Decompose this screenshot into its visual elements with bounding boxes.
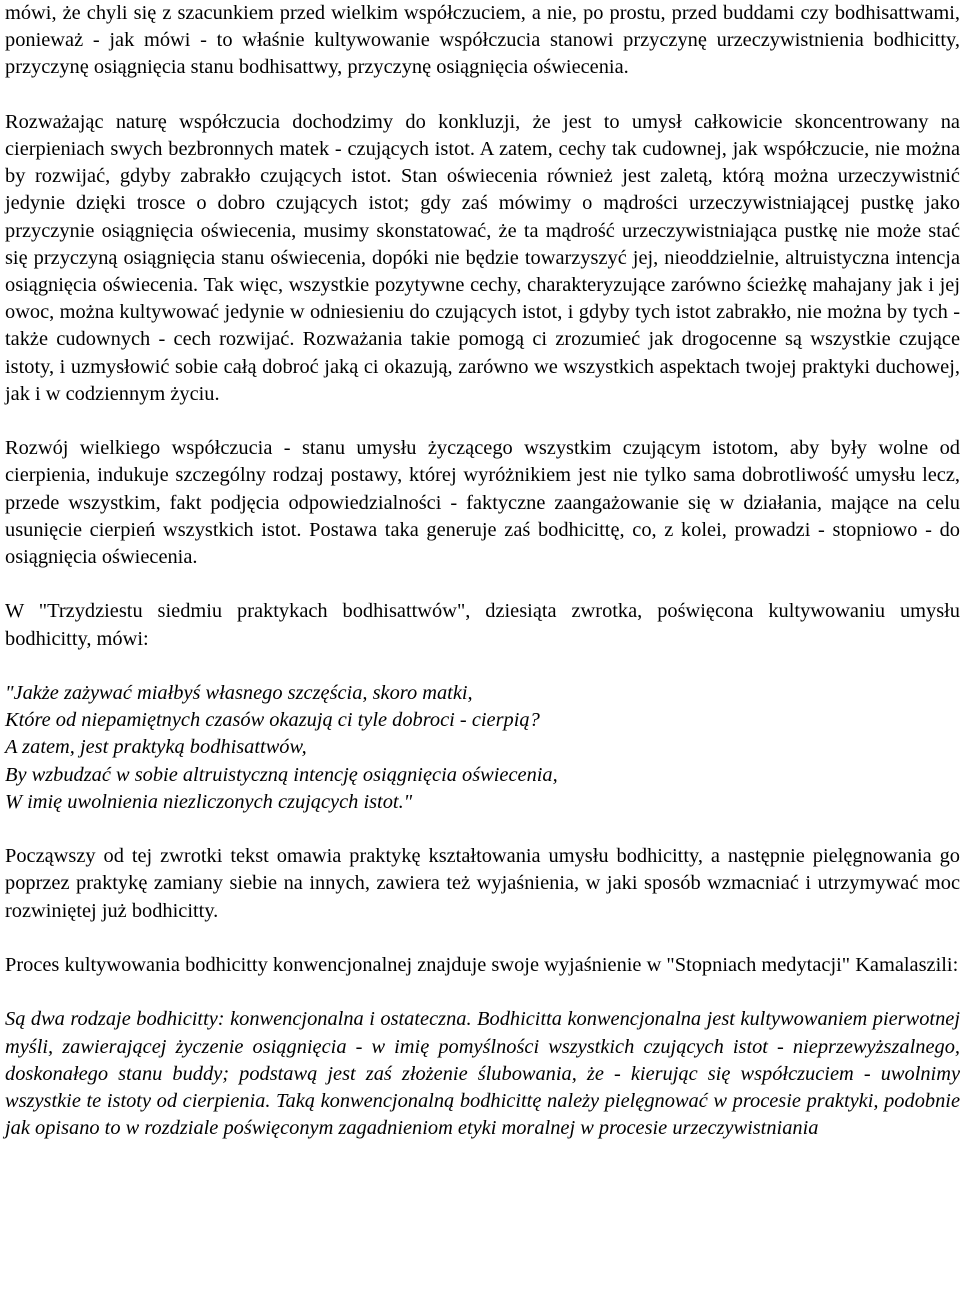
paragraph-2: Rozważając naturę współczucia dochodzimy do konkluzji, że jest to umysł całkowicie skoncentrowany na cierpieniach swych bezbronnych matek - czujących istot. A zatem, cechy tak cudownej, jak współczucie, nie można by rozwijać, gdyby zabrakło czujących istot. Stan oświecenia również jest zaletą, którą można urzeczywistnić jedynie dzięki trosce o dobro czujących istot; gdy zaś mówimy o mądrości urzeczywistniającej pustkę jako przyczynie osiągnięcia oświecenia, musimy skonstatować, że ta mądrość urzeczywistniająca pustkę nie może stać się przyczyną osiągnięcia stanu oświecenia, dopóki nie będzie towarzyszyć jej, nieoddzielnie, altruistyczna intencja osiągnięcia oświecenia. Tak więc, wszystkie pozytywne cechy, charakteryzujące zarówno ścieżkę mahajany jak i jej owoc, można kultywować jedynie w odniesieniu do czujących istot, i gdyby tych istot zabrakło, nie można by tych - także cudownych - cech rozwijać. Rozważania takie pomogą ci zrozumieć jak drogocenne są wszystkie czujące istoty, i uzmysłowić sobie całą dobroć jaką ci okazują, zarówno we wszystkich aspektach twojej praktyki duchowej, jak i w codziennym życiu.: [5, 110, 960, 405]
document-page: [5, 0, 960, 1142]
paragraph-gap: [5, 408, 960, 435]
verse-line-4: By wzbudzać w sobie altruistyczną intencję osiągnięcia oświecenia,: [5, 763, 558, 786]
paragraph-gap: [5, 653, 960, 680]
verse-line-3: A zatem, jest praktyką bodhisattwów,: [5, 736, 307, 759]
paragraph-5: Począwszy od tej zwrotki tekst omawia praktykę kształtowania umysłu bodhicitty, a następnie pielęgnowania go poprzez praktykę zamiany siebie na innych, zawiera też wyjaśnienia, w jaki sposób wzmacniać i utrzymywać moc rozwiniętej już bodhicitty.: [5, 845, 960, 922]
paragraph-gap: [5, 925, 960, 952]
paragraph-3: Rozwój wielkiego współczucia - stanu umysłu życzącego wszystkim czującym istotom, aby były wolne od cierpienia, indukuje szczególny rodzaj postawy, której wyróżnikiem jest nie tylko sama dobrotliwość umysłu lecz, przede wszystkim, fakt podjęcia odpowiedzialności - faktyczne zaangażowanie się w działania, mające na celu usunięcie cierpień wszystkich istot. Postawa taka generuje zaś bodhicittę, co, z kolei, prowadzi - stopniowo - do osiągnięcia oświecenia.: [5, 437, 960, 569]
italic-quote-paragraph: Są dwa rodzaje bodhicitty: konwencjonalna i ostateczna. Bodhicitta konwencjonalna jest kultywowaniem pierwotnej myśli, zawierającej życzenie osiągnięcia - w imię pomyślności wszystkich czujących istot - nieprzewyższalnego, doskonałego stanu buddy; podstawą jest zaś złożenie ślubowania, że - kierując się współczuciem - uwolnimy wszystkie te istoty od cierpienia. Taką konwencjonalną bodhicittę należy pielęgnować w procesie praktyki, podobnie jak opisano to w rozdziale poświęconym zagadnieniom etyki moralnej w procesie urzeczywistniania: [5, 1008, 960, 1140]
paragraph-gap: [5, 571, 960, 598]
paragraph-gap: [5, 82, 960, 109]
verse-line-2: Które od niepamiętnych czasów okazują ci tyle dobroci - cierpią?: [5, 709, 540, 732]
verse-line-5: W imię uwolnienia niezliczonych czujących istot.": [5, 790, 413, 813]
paragraph-6: Proces kultywowania bodhicitty konwencjonalnej znajduje swoje wyjaśnienie w "Stopniach medytacji" Kamalaszili:: [5, 954, 959, 977]
paragraph-gap: [5, 979, 960, 1006]
paragraph-1: mówi, że chyli się z szacunkiem przed wielkim współczuciem, a nie, po prostu, przed buddami czy bodhisattwami, ponieważ - jak mówi - to właśnie kultywowanie współczucia stanowi przyczynę urzeczywistnienia bodhicitty, przyczynę osiągnięcia stanu bodhisattwy, przyczynę osiągnięcia oświecenia.: [5, 2, 960, 79]
verse-quote: [5, 680, 960, 816]
paragraph-gap: [5, 816, 960, 843]
verse-line-1: "Jakże zażywać miałbyś własnego szczęścia, skoro matki,: [5, 682, 473, 705]
paragraph-4: W "Trzydziestu siedmiu praktykach bodhisattwów", dziesiąta zwrotka, poświęcona kultywowaniu umysłu bodhicitty, mówi:: [5, 600, 960, 650]
